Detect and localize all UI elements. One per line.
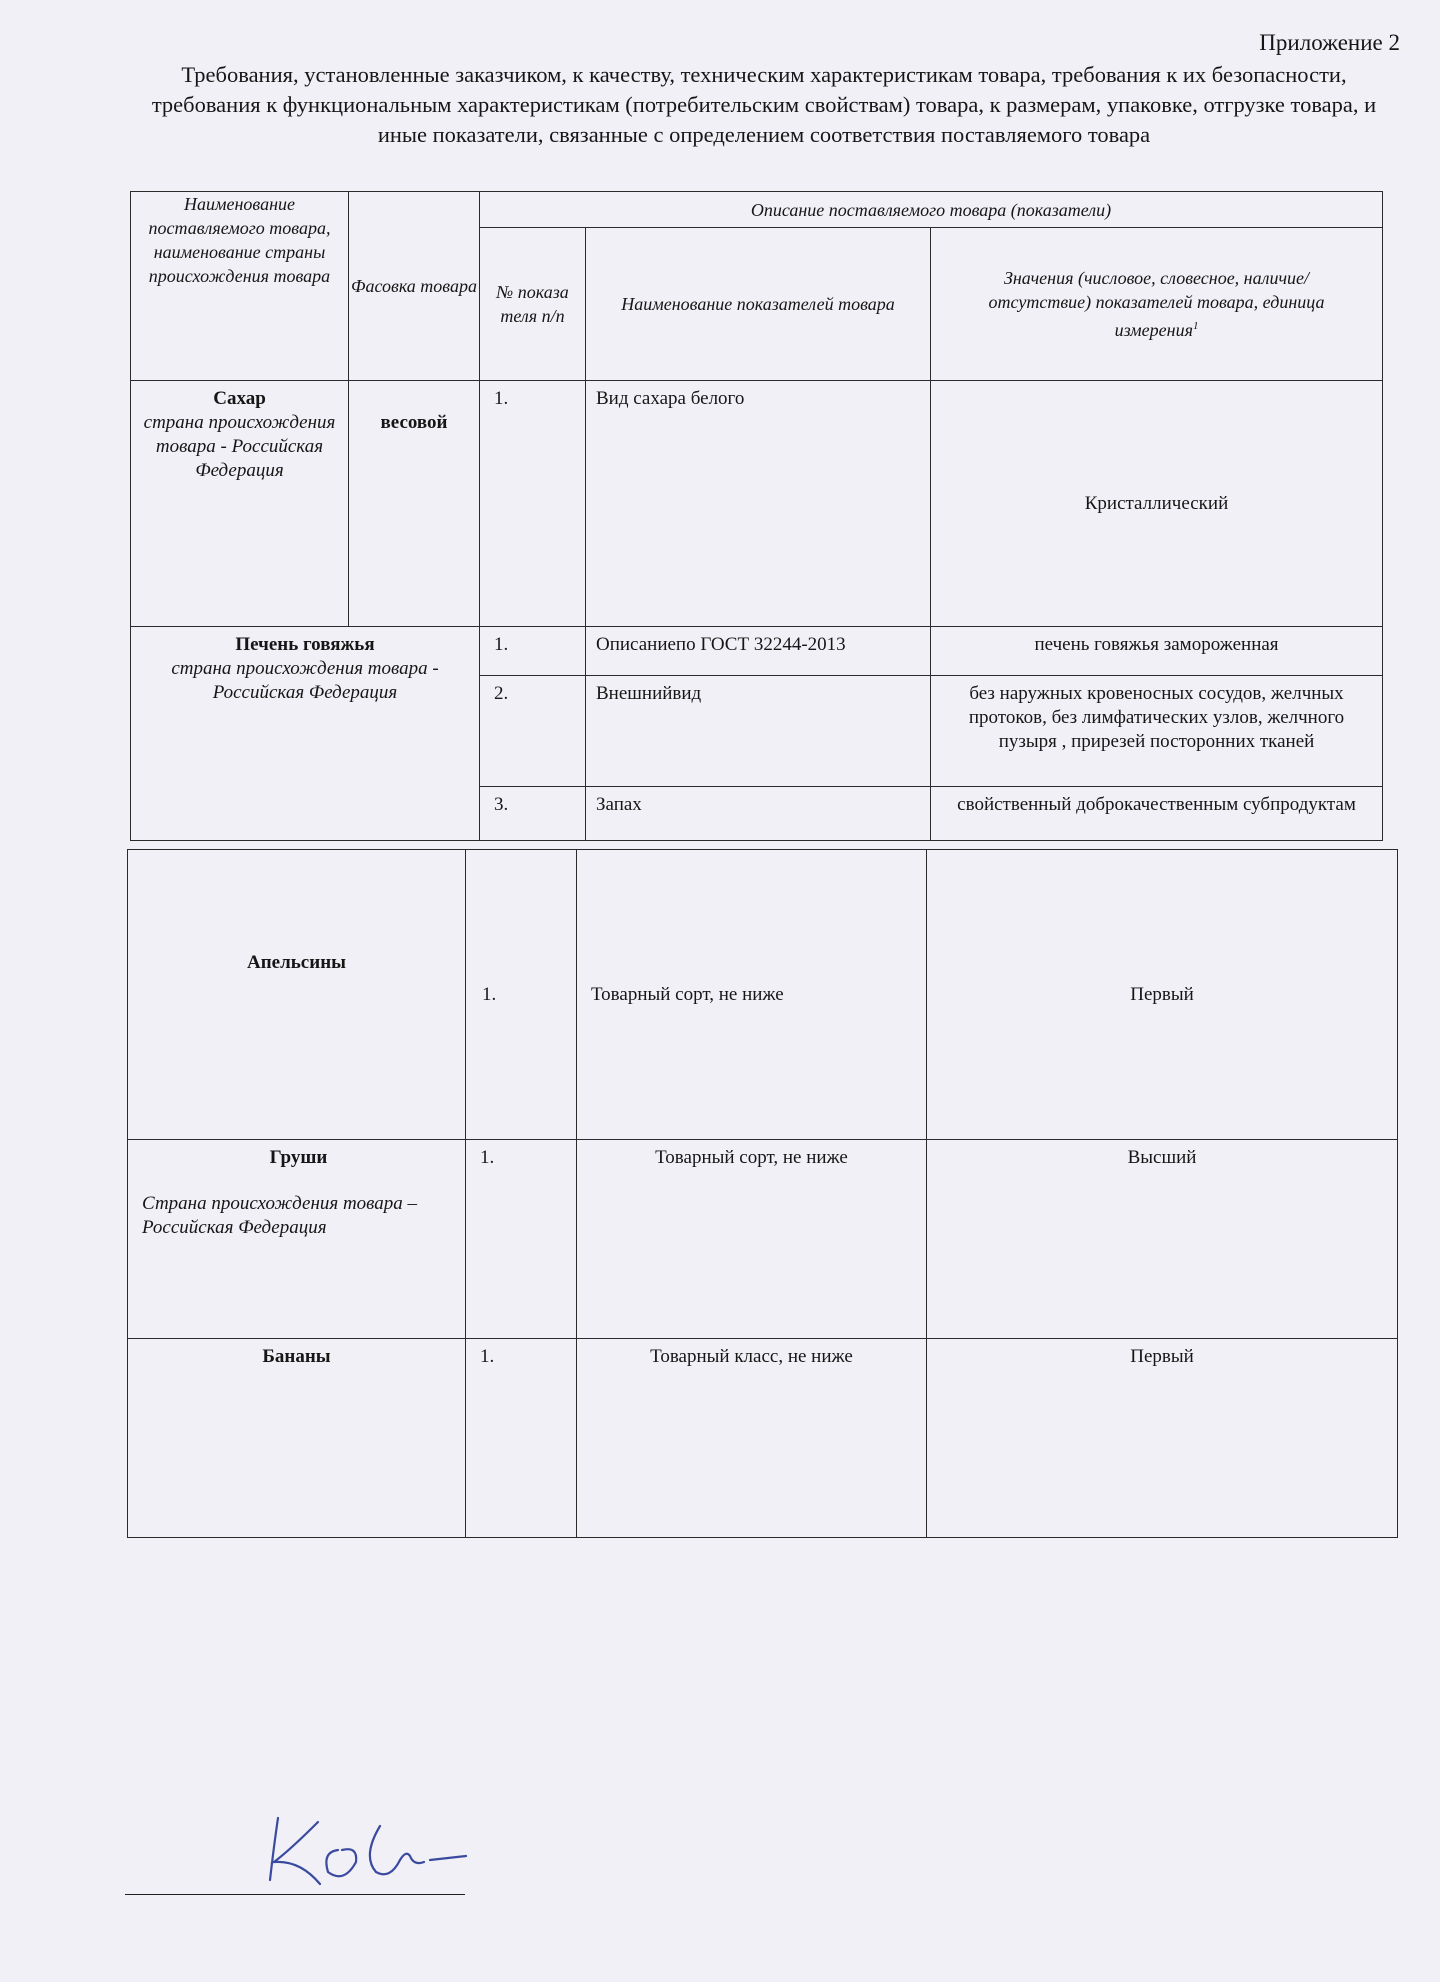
header-indicator-name: Наименование показателей товара [586, 228, 931, 381]
table-row [131, 381, 1383, 627]
product-origin: Страна происхождения товара – Российская Федерация [142, 1193, 418, 1238]
product-cell-sugar [131, 381, 349, 627]
appendix-label: Приложение 2 [1259, 30, 1400, 55]
product-name: Апельсины [128, 850, 466, 1140]
header-indicator-number: № показа теля п/п [480, 228, 586, 381]
header-indicator-value: Значения (числовое, словесное, наличие/отсутствие) показателей товара, единица измерения$^1$ [931, 228, 1383, 381]
indicator-number: 1. [466, 1339, 577, 1538]
indicator-name: Описаниепо ГОСТ 32244-2013 [586, 627, 931, 676]
indicator-number: 1. [466, 1140, 577, 1339]
indicator-value: свойственный доброкачественным субпродуктам [931, 787, 1383, 841]
requirements-table-fruits [127, 849, 1398, 1538]
indicator-name: Внешнийвид [586, 676, 931, 787]
product-cell-pears [128, 1140, 466, 1339]
indicator-name: Товарный класс, не ниже [577, 1339, 927, 1538]
indicator-value: Первый [927, 1339, 1398, 1538]
indicator-value: Кристаллический [931, 381, 1383, 627]
product-origin: страна происхождения товара - Российская Федерация [171, 658, 439, 703]
product-name: Груши [269, 1147, 328, 1168]
header-packaging: Фасовка товара [349, 192, 480, 381]
document-heading: Требования, установленные заказчиком, к качеству, техническим характеристикам товара, требования к их безопасности, требования к функциональным характеристикам (потребительским свойствам) товара, к размерам, упаковке, отгрузке товара, и иные показатели, связанные с определением соответствия поставляемого товара [151, 62, 1377, 147]
indicator-value: печень говяжья замороженная [931, 627, 1383, 676]
header-product-name: Наименование поставляемого товара, наименование страны происхождения товара [131, 192, 349, 381]
indicator-value: Первый [927, 850, 1398, 1140]
indicator-number: 2. [480, 676, 586, 787]
product-name: Бананы [128, 1339, 466, 1538]
indicator-number: 1. [480, 627, 586, 676]
table-row [128, 850, 1398, 1140]
indicator-name: Запах [586, 787, 931, 841]
footnote-marker: 1 [1192, 320, 1199, 332]
table-row [128, 1339, 1398, 1538]
product-name: Сахар [213, 388, 266, 409]
packaging-cell: весовой [349, 381, 480, 627]
indicator-number: 3. [480, 787, 586, 841]
indicator-value: без наружных кровеносных сосудов, желчных протоков, без лимфатических узлов, желчного пузыря , прирезей посторонних тканей [931, 676, 1383, 787]
product-origin: страна происхождения товара - Российская Федерация [143, 412, 336, 481]
product-name: Печень говяжья [235, 634, 375, 655]
requirements-table-main [130, 191, 1383, 841]
signature-line [125, 1894, 465, 1895]
indicator-value: Высший [927, 1140, 1398, 1339]
indicator-name: Вид сахара белого [586, 381, 931, 627]
indicator-name: Товарный сорт, не ниже [577, 1140, 927, 1339]
indicator-name: Товарный сорт, не ниже [577, 850, 927, 1140]
product-cell-beef-liver [131, 627, 480, 841]
table-row [131, 627, 1383, 676]
header-description-group: Описание поставляемого товара (показатели) [480, 192, 1383, 228]
handwritten-signature [260, 1800, 480, 1890]
indicator-number: 1. [466, 850, 577, 1140]
indicator-number: 1. [480, 381, 586, 627]
table-row [128, 1140, 1398, 1339]
